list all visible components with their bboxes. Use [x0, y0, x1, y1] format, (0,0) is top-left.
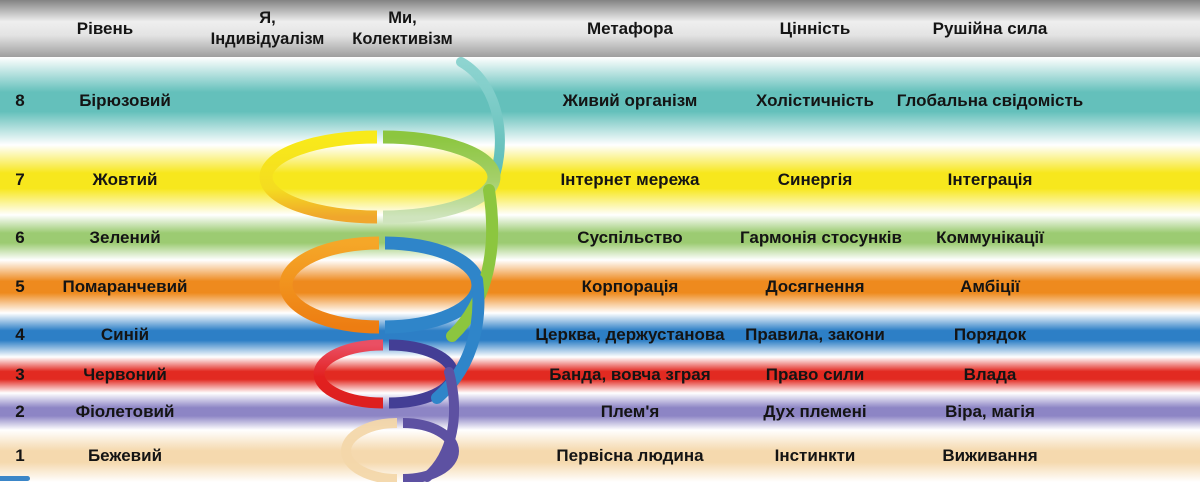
level-number: 2: [15, 401, 25, 421]
header-individualism: [210, 8, 325, 49]
table-row-level-2: [0, 393, 1200, 430]
metaphor-cell: Банда, вовча зграя: [549, 365, 711, 384]
level-number: 7: [15, 170, 25, 189]
metaphor-cell: Живий організм: [562, 91, 698, 110]
header-collectivism-line1: Ми,: [388, 8, 417, 27]
value-cell: Синергія: [777, 170, 853, 189]
value-cell: Право сили: [765, 365, 865, 384]
level-number: 5: [15, 276, 25, 296]
level-number: 8: [15, 91, 25, 110]
level-name: Червоний: [83, 365, 167, 384]
header-collectivism-line2: Колективізм: [352, 29, 453, 48]
level-number: 6: [15, 227, 25, 247]
level-name: Помаранчевий: [62, 276, 188, 296]
driving-force-cell: Виживання: [942, 446, 1038, 465]
header-driving-force: Рушійна сила: [932, 18, 1048, 38]
metaphor-cell: Корпорація: [581, 276, 679, 296]
level-name: Синій: [100, 325, 150, 344]
level-number: 3: [15, 365, 25, 384]
metaphor-cell: Первісна людина: [556, 446, 704, 465]
metaphor-cell: Церква, держустанова: [535, 325, 725, 344]
level-name: Жовтий: [92, 170, 158, 189]
value-cell: Інстинкти: [774, 446, 856, 465]
value-cell: Холістичність: [756, 91, 874, 110]
level-name: Зелений: [89, 227, 161, 247]
value-cell: Гармонія стосунків: [740, 227, 902, 247]
metaphor-cell: Суспільство: [577, 227, 683, 247]
value-cell: Дух племені: [763, 401, 867, 421]
table-row-level-4: [0, 313, 1200, 357]
table-row-level-7: [0, 145, 1200, 215]
table-row-level-5: [0, 260, 1200, 313]
value-cell: Правила, закони: [745, 325, 885, 344]
level-number: 1: [15, 446, 25, 465]
level-name: Фіолетовий: [75, 401, 175, 421]
bottom-left-blue-mark: [0, 476, 30, 481]
driving-force-cell: Інтеграція: [947, 170, 1033, 189]
level-name: Бежевий: [87, 446, 163, 465]
table-row-level-8: [0, 57, 1200, 145]
metaphor-cell: Плем'я: [600, 401, 660, 421]
driving-force-cell: Амбіції: [960, 276, 1020, 296]
driving-force-cell: Глобальна свідомість: [896, 91, 1084, 110]
header-individualism-line2: Індивідуалізм: [210, 29, 325, 48]
table-header: [0, 0, 1200, 57]
header-value: Цінність: [779, 18, 851, 38]
level-name: Бірюзовий: [79, 91, 171, 110]
driving-force-cell: Коммунікації: [936, 227, 1044, 247]
driving-force-cell: Порядок: [953, 325, 1027, 344]
table-row-level-6: [0, 215, 1200, 260]
header-metaphor: Метафора: [586, 18, 674, 38]
header-level: Рівень: [76, 18, 134, 38]
driving-force-cell: Віра, магія: [945, 401, 1035, 421]
header-individualism-line1: Я,: [259, 8, 276, 27]
table-row-level-1: [0, 430, 1200, 482]
driving-force-cell: Влада: [963, 365, 1017, 384]
metaphor-cell: Інтернет мережа: [560, 170, 700, 189]
header-collectivism: [325, 8, 480, 49]
table-row-level-3: [0, 357, 1200, 393]
level-number: 4: [15, 325, 25, 344]
value-cell: Досягнення: [765, 276, 865, 296]
